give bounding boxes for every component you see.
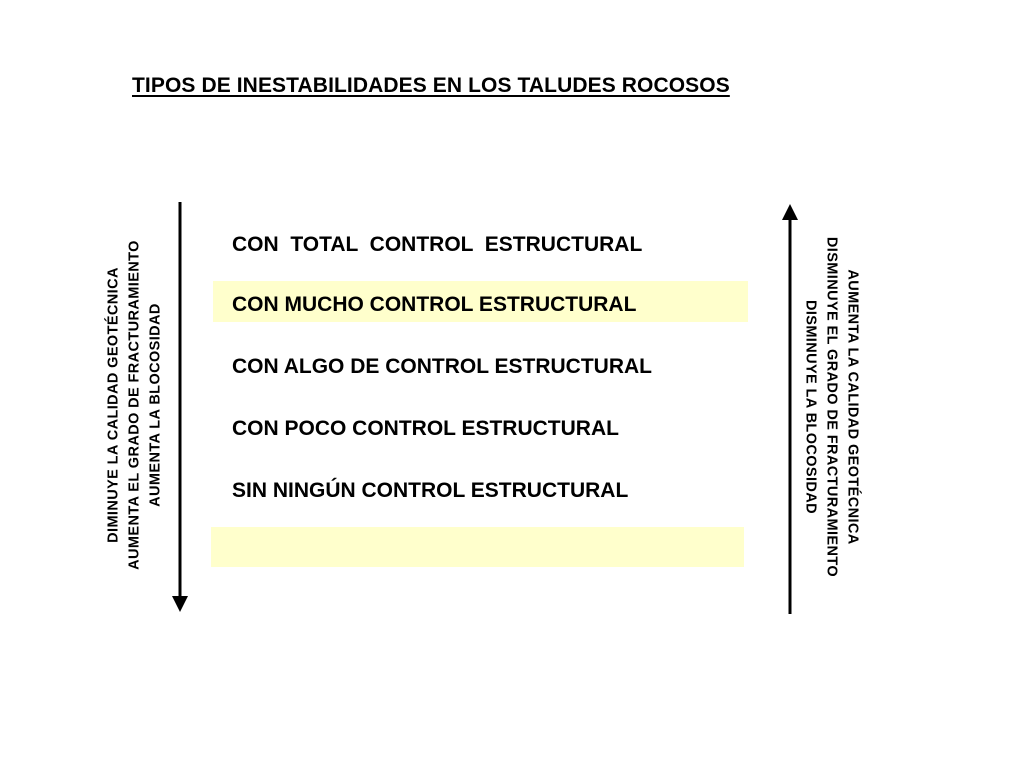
- level-poco-control: CON POCO CONTROL ESTRUCTURAL: [232, 417, 619, 440]
- level-total-control: CON TOTAL CONTROL ESTRUCTURAL: [232, 233, 643, 256]
- page-title: TIPOS DE INESTABILIDADES EN LOS TALUDES ROCOSOS: [132, 74, 730, 97]
- level-algo-control: CON ALGO DE CONTROL ESTRUCTURAL: [232, 355, 652, 378]
- level-sin-control: SIN NINGÚN CONTROL ESTRUCTURAL: [232, 479, 629, 502]
- down-arrow-icon: [168, 198, 192, 614]
- left-caption-line-1: DIMINUYE LA CALIDAD GEOTÉCNICA: [105, 267, 122, 543]
- level-mucho-control: CON MUCHO CONTROL ESTRUCTURAL: [232, 293, 637, 316]
- right-caption-line-1: AUMENTA LA CALIDAD GEOTÉCNICA: [844, 269, 861, 545]
- up-arrow-icon: [778, 202, 802, 618]
- right-caption-line-3: DISMINUYE LA BLOCOSIDAD: [802, 299, 819, 515]
- right-caption-line-2: DISMINUYE EL GRADO DE FRACTURAMIENTO: [823, 236, 840, 578]
- highlight-band-lower: [211, 527, 744, 567]
- left-caption-line-3: AUMENTA LA BLOCOSIDAD: [147, 303, 164, 507]
- left-side-caption: [104, 195, 167, 615]
- right-side-caption: [800, 187, 863, 627]
- left-caption-line-2: AUMENTA EL GRADO DE FRACTURAMIENTO: [126, 240, 143, 570]
